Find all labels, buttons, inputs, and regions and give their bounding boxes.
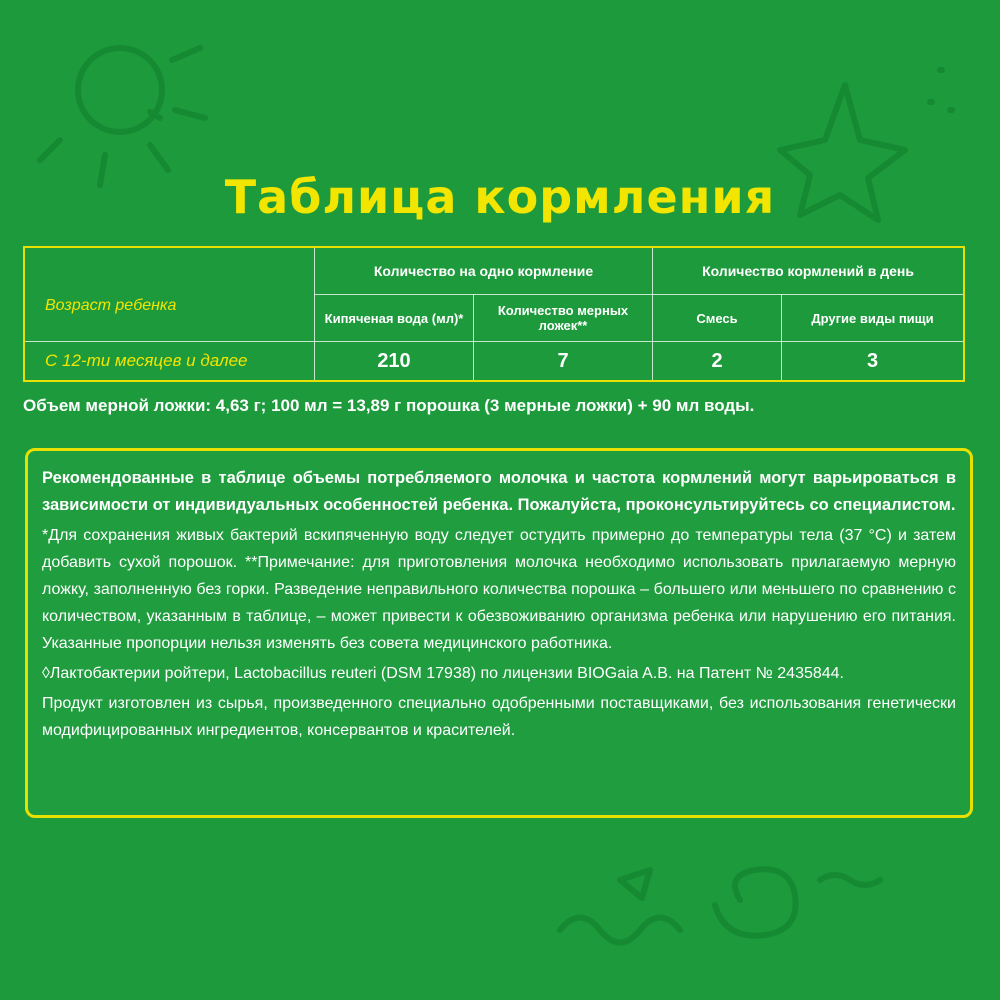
age-cell: С 12-ти месяцев и далее [24,342,315,382]
swirl-doodle-icon [820,875,880,885]
feeding-table [23,246,965,382]
water-column-header: Кипяченая вода (мл)* [315,295,474,342]
other-food-cell: 3 [782,342,965,382]
triangle-doodle-icon [620,870,650,898]
scoops-column-header: Количество мерных ложек** [474,295,653,342]
per-feeding-header: Количество на одно кормление [315,247,653,295]
spiral-doodle-icon [715,869,796,935]
license-note: ◊Лактобактерии ройтери, Lactobacillus reuteri (DSM 17938) по лицензии BIOGaia A.B. на Патент № 2435844. [42,665,844,682]
dots-doodle-icon [930,70,952,110]
scoops-cell: 7 [474,342,653,382]
page-title: Таблица кормления [224,170,776,224]
product-note: Продукт изготовлен из сырья, произведенного специально одобренными поставщиками, без использования генетически модифицированных ингредиентов, консервантов и красителей. [42,695,956,739]
scoop-volume-note: Объем мерной ложки: 4,63 г; 100 мл = 13,89 г порошка (3 мерные ложки) + 90 мл воды. [23,396,755,415]
table-row [24,342,964,382]
preparation-note: *Для сохранения живых бактерий вскипяченную воду следует остудить примерно до температуры тела (37 °C) и затем добавить сухой порошок. **Примечание: для приготовления молочка необходимо использовать прилагаемую мерную ложку, заполненную без горки. Разведение неправильного количества порошка – большего или меньшего по сравнению с количеством, указанным в таблице, – может привести к обезвоживанию организма ребенка или нарушению его питания. Указанные пропорции нельзя изменять без совета медицинского работника. [42,527,956,652]
table-header-row [24,247,964,295]
wave-doodle-icon [560,918,680,943]
sun-doodle-icon [40,48,205,185]
water-cell: 210 [315,342,474,382]
recommendation-text: Рекомендованные в таблице объемы потребляемого молочка и частота кормлений могут варьироваться в зависимости от индивидуальных особенностей ребенка. Пожалуйста, проконсультируйтесь со специалистом. [42,469,956,514]
per-day-header: Количество кормлений в день [653,247,965,295]
formula-cell: 2 [653,342,782,382]
age-header: Возраст ребенка [24,247,315,342]
formula-column-header: Смесь [653,295,782,342]
other-food-column-header: Другие виды пищи [782,295,965,342]
info-box [25,448,973,818]
